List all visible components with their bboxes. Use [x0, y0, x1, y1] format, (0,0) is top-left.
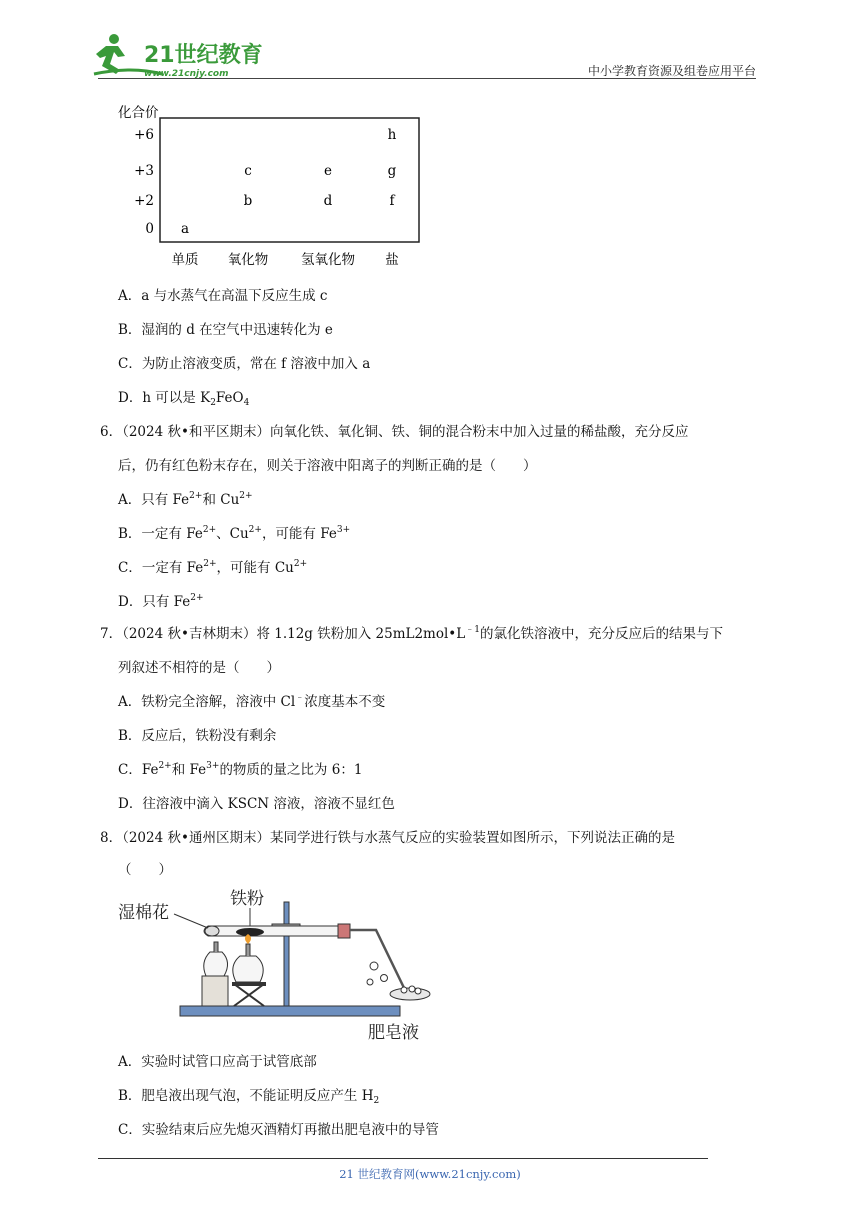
point-label-e: e: [324, 163, 332, 179]
point-label-c: c: [244, 163, 252, 179]
iron-powder-icon: [236, 928, 264, 936]
delivery-tube: [350, 930, 406, 992]
point-label-a: a: [180, 221, 190, 237]
q6-option-c: C．一定有 $Fe^{2+}$，可能有 $Cu^{2+}$: [118, 559, 308, 576]
x-category-label: 氧化物: [227, 252, 269, 268]
y-tick-label: +3: [134, 163, 154, 179]
q7-option-c: C．$Fe^{2+}$和 $Fe^{3+}$的物质的量之比为 6：1: [118, 761, 363, 778]
q5-option-d: D．h 可以是 $K_2FeO_4$: [118, 390, 250, 408]
label-wet-cotton: 湿棉花: [118, 903, 169, 923]
q7-stem-line2: 列叙述不相符的是（ ）: [118, 660, 280, 676]
q5-option-b: B．湿润的 d 在空气中迅速转化为 e: [118, 322, 333, 338]
y-tick-label: +2: [134, 193, 154, 209]
stopper-icon: [338, 924, 350, 938]
q6-option-b: B．一定有 $Fe^{2+}$、$Cu^{2+}$，可能有 $Fe^{3+}$: [118, 525, 351, 542]
point-label-g: g: [387, 163, 397, 179]
valence-chart: [110, 100, 440, 280]
label-iron-powder: 铁粉: [230, 889, 264, 909]
point-label-h: h: [387, 127, 397, 143]
x-category-label: 单质: [171, 252, 199, 268]
alcohol-lamp-right-icon: [233, 956, 263, 982]
q6-option-d: D．只有 $Fe^{2+}$: [118, 593, 204, 610]
y-axis-title: 化合价: [118, 105, 159, 121]
label-soap-solution: 肥皂液: [368, 1023, 419, 1043]
logo-url: www.21cnjy.com: [144, 69, 229, 79]
q6-option-a: A．只有 $Fe^{2+}$和 $Cu^{2+}$: [118, 491, 253, 508]
scissor-jack: [232, 982, 266, 986]
stand-rod: [284, 902, 289, 1006]
footer-divider: [98, 1158, 708, 1159]
y-tick-label: +6: [134, 127, 154, 143]
footer-text: 21 世纪教育网(www.21cnjy.com): [339, 1167, 521, 1181]
point-label-d: d: [323, 193, 333, 209]
q8-option-b: B．肥皂液出现气泡，不能证明反应产生 $H_2$: [118, 1088, 380, 1106]
x-category-label: 氢氧化物: [301, 252, 355, 268]
iron-steam-apparatus: [112, 882, 442, 1052]
q7-option-d: D．往溶液中滴入 KSCN 溶液，溶液不显红色: [118, 796, 395, 812]
y-tick-label: 0: [145, 221, 154, 237]
q8-option-a: A．实验时试管口应高于试管底部: [118, 1054, 317, 1070]
point-label-f: f: [389, 193, 395, 209]
point-label-b: b: [243, 193, 253, 209]
q8-option-c: C．实验结束后应先熄灭酒精灯再撤出肥皂液中的导管: [118, 1122, 439, 1138]
q8-stem-line1: 8．（2024 秋•通州区期末）某同学进行铁与水蒸气反应的实验装置如图所示，下列说法正确的是: [100, 830, 675, 846]
q6-stem-line1: 6．（2024 秋•和平区期末）向氧化铁、氧化铜、铁、铜的混合粉末中加入过量的稀盐酸，充分反应: [100, 424, 689, 440]
stand-base: [180, 1006, 400, 1016]
wooden-block: [202, 976, 228, 1006]
q5-option-a: A．a 与水蒸气在高温下反应生成 c: [118, 288, 328, 304]
header-divider: [98, 78, 756, 79]
x-category-label: 盐: [385, 252, 399, 268]
test-tube: [204, 926, 344, 936]
q7-option-b: B．反应后，铁粉没有剩余: [118, 728, 277, 744]
q6-stem-line2: 后，仍有红色粉末存在，则关于溶液中阳离子的判断正确的是（ ）: [118, 458, 537, 474]
bubble-icon: [370, 962, 378, 970]
q7-stem-line1: 7．（2024 秋•吉林期末）将 1.12g 铁粉加入 $25mL2mol•L^{﹣1}$的氯化铁溶液中，充分反应后的结果与下: [100, 625, 723, 642]
q8-stem-line2: （ ）: [118, 862, 172, 878]
q7-option-a: A．铁粉完全溶解，溶液中 Cl﹣浓度基本不变: [118, 693, 386, 710]
logo-text: 21世纪教育: [144, 43, 262, 68]
platform-name: 中小学教育资源及组卷应用平台: [587, 64, 756, 78]
alcohol-lamp-left-icon: [204, 952, 228, 976]
q5-option-c: C．为防止溶液变质，常在 f 溶液中加入 a: [118, 356, 371, 372]
site-logo: [92, 30, 262, 80]
chart-frame: [160, 118, 419, 242]
